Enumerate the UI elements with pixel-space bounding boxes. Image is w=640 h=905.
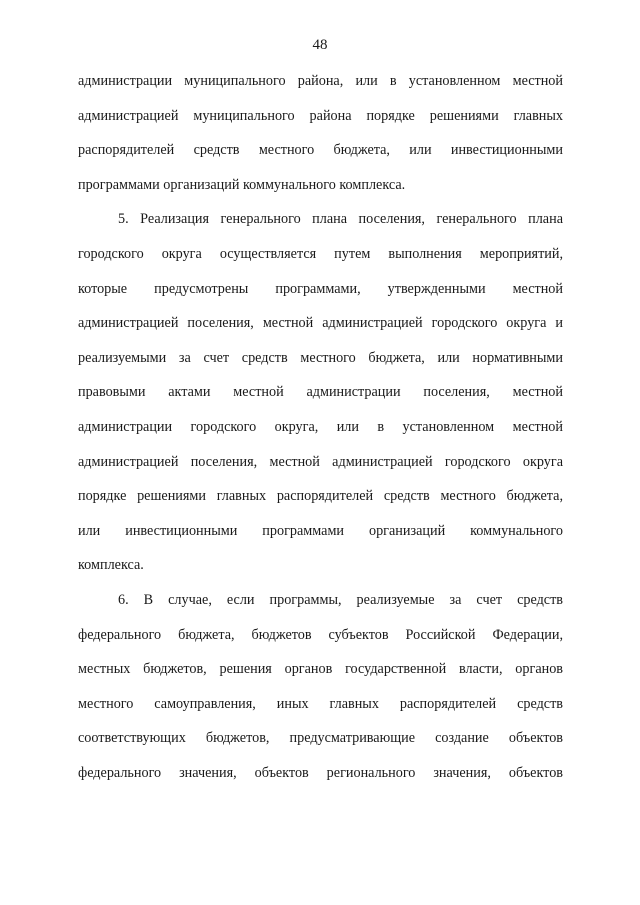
text-line: местного самоуправления, иных главных распорядителей средств xyxy=(78,695,563,712)
paragraph-6 xyxy=(78,587,563,795)
text-line: соответствующих бюджетов, предусматривающие создание объектов xyxy=(78,730,563,747)
text-line: комплекса. xyxy=(78,557,144,574)
document-body xyxy=(78,68,563,794)
text-line: которые предусмотрены программами, утвержденными местной xyxy=(78,280,563,297)
text-line: городского округа осуществляется путем выполнения мероприятий, xyxy=(78,245,563,262)
text-line: федерального бюджета, бюджетов субъектов Российской Федерации, xyxy=(78,626,563,643)
text-line: распорядителей средств местного бюджета, или инвестиционными xyxy=(78,142,563,159)
text-line: 5. Реализация генерального плана поселения, генерального плана xyxy=(118,211,563,228)
text-line: или инвестиционными программами организаций коммунального xyxy=(78,522,563,539)
text-line: порядке решениями главных распорядителей средств местного бюджета, xyxy=(78,488,563,505)
paragraph-5 xyxy=(78,206,563,587)
text-line: администрацией поселения, местной администрацией городского округа xyxy=(78,453,563,470)
text-line: федерального значения, объектов регионального значения, объектов xyxy=(78,764,563,781)
text-line: администрацией поселения, местной администрацией городского округа и xyxy=(78,315,563,332)
text-line: местных бюджетов, решения органов государственной власти, органов xyxy=(78,661,563,678)
text-line: реализуемыми за счет средств местного бюджета, или нормативными xyxy=(78,349,563,366)
paragraph-1 xyxy=(78,68,563,206)
text-line: 6. В случае, если программы, реализуемые за счет средств xyxy=(118,591,563,608)
text-line: администрации муниципального района, или в установленном местной xyxy=(78,73,563,89)
text-line: администрации городского округа, или в установленном местной xyxy=(78,418,563,435)
page-number: 48 xyxy=(312,37,328,53)
text-line: правовыми актами местной администрации поселения, местной xyxy=(78,384,563,401)
text-line: программами организаций коммунального комплекса. xyxy=(78,176,406,193)
text-line: администрацией муниципального района порядке решениями главных xyxy=(78,107,563,124)
